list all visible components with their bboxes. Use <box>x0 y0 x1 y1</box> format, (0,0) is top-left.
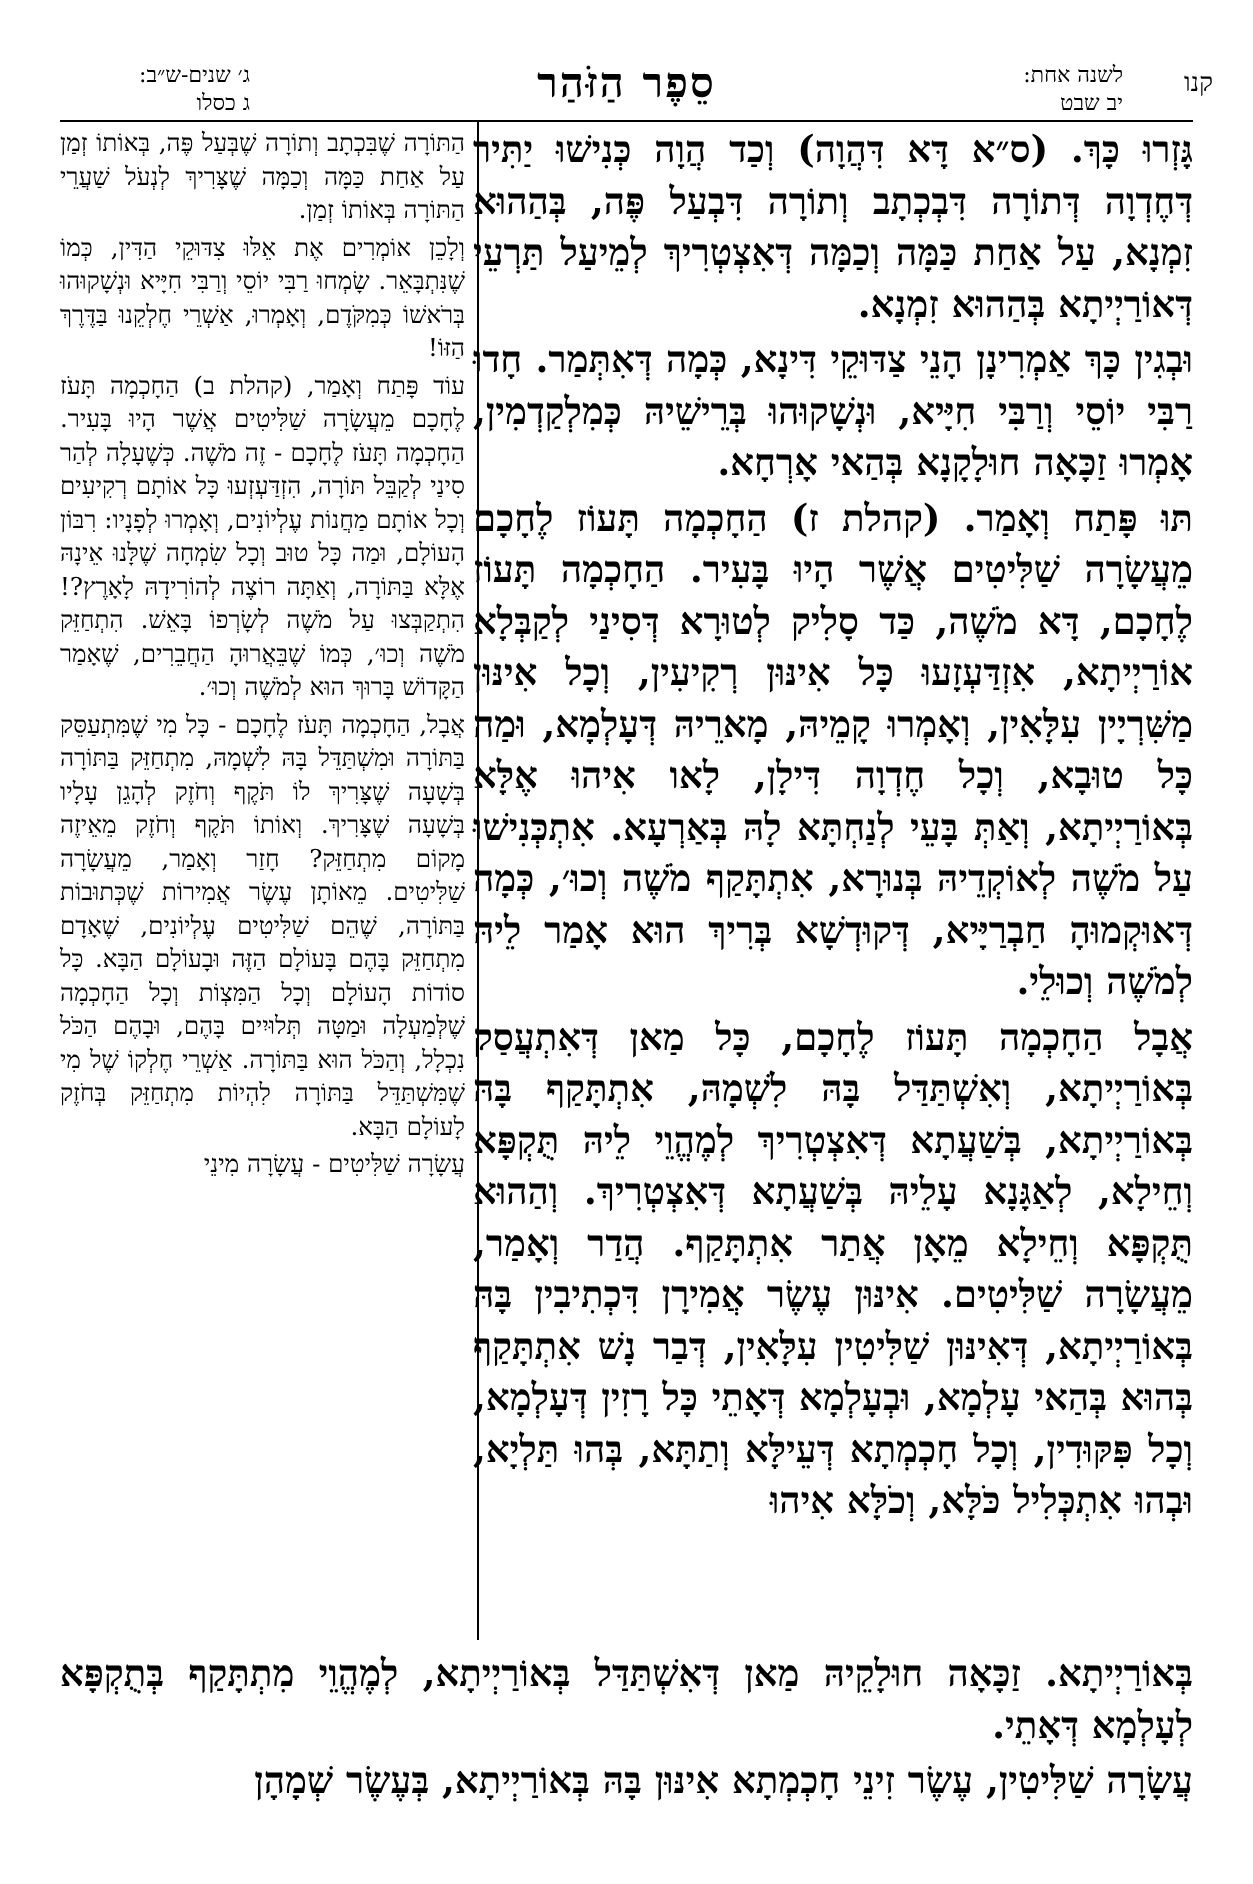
aramaic-paragraph-4: אֲבָל הַחָכְמָה תָּעוֹז לֶחָכָם, כָּל מַאן דְּאִתְעֲסַק בְּאוֹרַיְיתָא, וְאִשְׁתַּדַּל בָּהּ לִשְׁמָהּ, אִתְתָּקַף בָּהּ בְּאוֹרַיְיתָא, בְּשַׁעֲתָא דְּאִצְטְרִיךְ לְמֶהֱוֵי לֵיהּ תֻּקְפָּא וְחֵילָא, לְאַגָּנָא עָלֵיהּ בְּשַׁעֲתָא דְּאִצְטְרִיךְ. וְהַהוּא תֻּקְפָּא וְחֵילָא מֵאָן אֲתַר אִתְתָּקַף. הֲדַר וְאָמַר, מֵעֲשָׂרָה שַׁלִּיטִים. אִינּוּן עֶשֶׂר אֲמִירָן דִּכְתִיבִין בָּהּ בְּאוֹרַיְיתָא, דְּאִינּוּן שַׁלִּיטִין עִלָּאִין, דְּבַר נָשׁ אִתְתָּקַף בְּהוּא בְּהַאי עָלְמָא, וּבְעָלְמָא דְּאָתֵי כָּל רָזִין דְּעָלְמָא, וְכָל פִּקּוּדִין, וְכָל חָכְמְתָא דְּעֵילָּא וְתַתָּא, בְּהוּ תַּלְיָא, וּבְהוּ אִתְכְּלִיל כֹּלָּא, וְכֹלָּא אִיהוּ <box>473 1014 1193 1522</box>
aramaic-paragraph-2: וּבְגִין כָּךְ אַמְרִינָן הָנֵי צַדּוּקֵי דִּינָא, כְּמָה דְּאִתְּמַר. חָדוּ רַבִּי יוֹסֵי וְרַבִּי חִיָּיא, וּנְשָׁקוּהוּ בְּרֵישֵׁיהּ כְּמִלְקַדְמִין, אָמְרוּ זַכָּאָה חוּלָקָנָא בְּהַאי אָרְחָא. <box>473 337 1193 484</box>
study-schedule-three-years <box>40 62 250 118</box>
page-header <box>40 58 1213 116</box>
book-title: סֵפֶר הַזֹּהַר <box>537 58 716 107</box>
hebrew-paragraph-3: עוֹד פָּתַח וְאָמַר, (קהלת ב) הַחָכְמָה תָּעֹז לֶחָכָם מֵעֲשָׂרָה שַׁלִּיטִים אֲשֶׁר הָיוּ בָּעִיר. הַחָכְמָה תָּעֹז לֶחָכָם - זֶה מֹשֶׁה. כְּשֶׁעָלָה לְהַר סִינַי לְקַבֵּל תּוֹרָה, הִזְדַּעְזְעוּ כָּל אוֹתָם רְקִיעִים וְכָל אוֹתָם מַחֲנוֹת עֶלְיוֹנִים, וְאָמְרוּ לְפָנָיו: רִבּוֹן הָעוֹלָם, וּמַה כָּל טוּב וְכָל שִׂמְחָה שֶׁלָּנוּ אֵינָהּ אֶלָּא בַּתּוֹרָה, וְאַתָּה רוֹצֶה לְהוֹרִידָהּ לָאָרֶץ?! הִתְקַבְּצוּ עַל מֹשֶׁה לְשָׂרְפוֹ בָּאֵשׁ. הִתְחַזֵּק מֹשֶׁה וְכוּ׳, כְּמוֹ שֶׁבֵּאֲרוּהָ הַחֲבֵרִים, שֶׁאָמַר הַקָּדוֹשׁ בָּרוּךְ הוּא לְמֹשֶׁה וְכוּ׳. <box>60 370 465 701</box>
hebrew-translation-column <box>60 126 465 1185</box>
aramaic-text-bottom <box>60 1648 1193 1811</box>
aramaic-bottom-paragraph-1: בְּאוֹרַיְיתָא. זַכָּאָה חוּלָקֵיהּ מַאן דְּאִשְׁתַּדַּל בְּאוֹרַיְיתָא, לְמֶהֱוֵי מִתְתָּקַף בְּתֻקְפָּא לְעָלְמָא דְּאָתֵי. <box>60 1651 1193 1747</box>
page-number: קנו <box>1183 68 1213 98</box>
schedule-label-three-years: ג׳ שנים-ש״ב: <box>139 63 250 88</box>
aramaic-text-column <box>473 124 1193 1531</box>
schedule-date-three-years: ג כסלו <box>196 91 250 116</box>
hebrew-paragraph-4: אֲבָל, הַחָכְמָה תָּעֹז לֶחָכָם - כָּל מִי שֶׁמִּתְעַסֵּק בַּתּוֹרָה וּמִשְׁתַּדֵּל בָּהּ לִשְׁמָהּ, מִתְחַזֵּק בַּתּוֹרָה בְּשָׁעָה שֶׁצָּרִיךְ לוֹ תֹּקֶף וְחֹזֶק לְהָגֵן עָלָיו בְּשָׁעָה שֶׁצָּרִיךְ. וְאוֹתוֹ תֹּקֶף וְחֹזֶק מֵאֵיזֶה מָקוֹם מִתְחַזֵּק? חָזַר וְאָמַר, מֵעֲשָׂרָה שַׁלִּיטִים. מֵאוֹתָן עֶשֶׂר אֲמִירוֹת שֶׁכְּתוּבוֹת בַּתּוֹרָה, שֶׁהֵם שַׁלִּיטִים עֶלְיוֹנִים, שֶׁאָדָם מִתְחַזֵּק בָּהֶם בָּעוֹלָם הַזֶּה וּבָעוֹלָם הַבָּא. כָּל סוֹדוֹת הָעוֹלָם וְכָל הַמִּצְוֹת וְכָל הַחָכְמָה שֶׁלְּמַעְלָה וּמַטָּה תְּלוּיִים בָּהֶם, וּבָהֶם הַכֹּל נִכְלָל, וְהַכֹּל הוּא בַּתּוֹרָה. אַשְׁרֵי חֶלְקוֹ שֶׁל מִי שֶׁמִּשְׁתַּדֵּל בַּתּוֹרָה לִהְיוֹת מִתְחַזֵּק בְּחֹזֶק לָעוֹלָם הַבָּא. <box>60 709 465 1141</box>
hebrew-paragraph-1: הַתּוֹרָה שֶׁבִּכְתָב וְתוֹרָה שֶׁבְּעַל פֶּה, בְּאוֹתוֹ זְמַן עַל אַחַת כַּמָּה וְכַמָּה שֶׁצָּרִיךְ לְנְעֹל שַׁעֲרֵי הַתּוֹרָה בְּאוֹתוֹ זְמַן. <box>60 128 465 224</box>
header-rule <box>60 120 1193 122</box>
schedule-date-one-year: יב שבט <box>1060 91 1123 116</box>
aramaic-bottom-paragraph-2: עֲשָׂרָה שַׁלִּיטִין, עֶשֶׂר זִינֵי חָכְמְתָא אִינּוּן בָּהּ בְּאוֹרַיְיתָא, בְּעֶשֶׂר שְׁמָהָן <box>254 1758 1193 1802</box>
aramaic-paragraph-3: תּוּ פָּתַח וְאָמַר. (קהלת ז) הַחָכְמָה תָּעוֹז לֶחָכָם מֵעֲשָׂרָה שַׁלִּיטִים אֲשֶׁר הָיוּ בָּעִיר. הַחָכְמָה תָּעוֹז לֶחָכָם, דָּא מֹשֶׁה, כַּד סָלִיק לְטוּרָא דְּסִינַי לְקַבְּלָא אוֹרַיְיתָא, אִזְדַּעְזָעוּ כָּל אִינּוּן רְקִיעִין, וְכָל אִינּוּן מַשִּׁרְיָין עִלָּאִין, וְאָמְרוּ קָמֵיהּ, מָארֵיהּ דְּעָלְמָא, וּמַה כָּל טוּבָא, וְכָל חֶדְוָה דִּילָן, לָאו אִיהוּ אֶלָּא בְּאוֹרַיְיתָא, וְאַתְּ בָּעֵי לְנַחְתָּא לָהּ בְּאַרְעָא. אִתְכְּנִישׁוּ עַל מֹשֶׁה לְאוֹקְדֵיהּ בְּנוּרָא, אִתְתָּקַף מֹשֶׁה וְכוּ׳, כְּמָה דְּאוּקְמוּהָ חַבְרַיָּיא, דְּקוּדְשָׁא בְּרִיךְ הוּא אָמַר לֵיהּ לְמֹשֶׁה וְכוּלֵי. <box>473 495 1193 1003</box>
aramaic-paragraph-1: גָּזְרוּ כָּךְ. (ס״א דָּא דִּהֲוָה) וְכַד הֲוָה כְּנִישׁוּ יַתִּיר דְּחֶדְוָה דְּתוֹרָה דִּבְכְתָב וְתוֹרָה דִּבְעַל פֶּה, בְּהַהוּא זִמְנָא, עַל אַחַת כַּמָּה וְכַמָּה דְּאִצְטְרִיךְ לְמֵיעַל תַּרְעֵי דְּאוֹרַיְיתָא בְּהַהוּא זִמְנָא. <box>473 127 1193 326</box>
hebrew-paragraph-2: וְלָכֵן אוֹמְרִים אֶת אֵלּוּ צִדּוּקֵי הַדִּין, כְּמוֹ שֶׁנִּתְבָּאֵר. שָׂמְחוּ רַבִּי יוֹסֵי וְרַבִּי חִיָּיא וּנְשָׁקוּהוּ בְּרֹאשׁוֹ כְּמִקֹּדֶם, וְאָמְרוּ, אַשְׁרֵי חֶלְקֵנוּ בַּדֶּרֶךְ הַזּוֹ! <box>60 232 465 362</box>
hebrew-paragraph-5: עֲשָׂרָה שַׁלִּיטִים - עֲשָׂרָה מִינֵי <box>203 1149 465 1178</box>
schedule-label-one-year: לשנה אחת: <box>1023 63 1123 88</box>
